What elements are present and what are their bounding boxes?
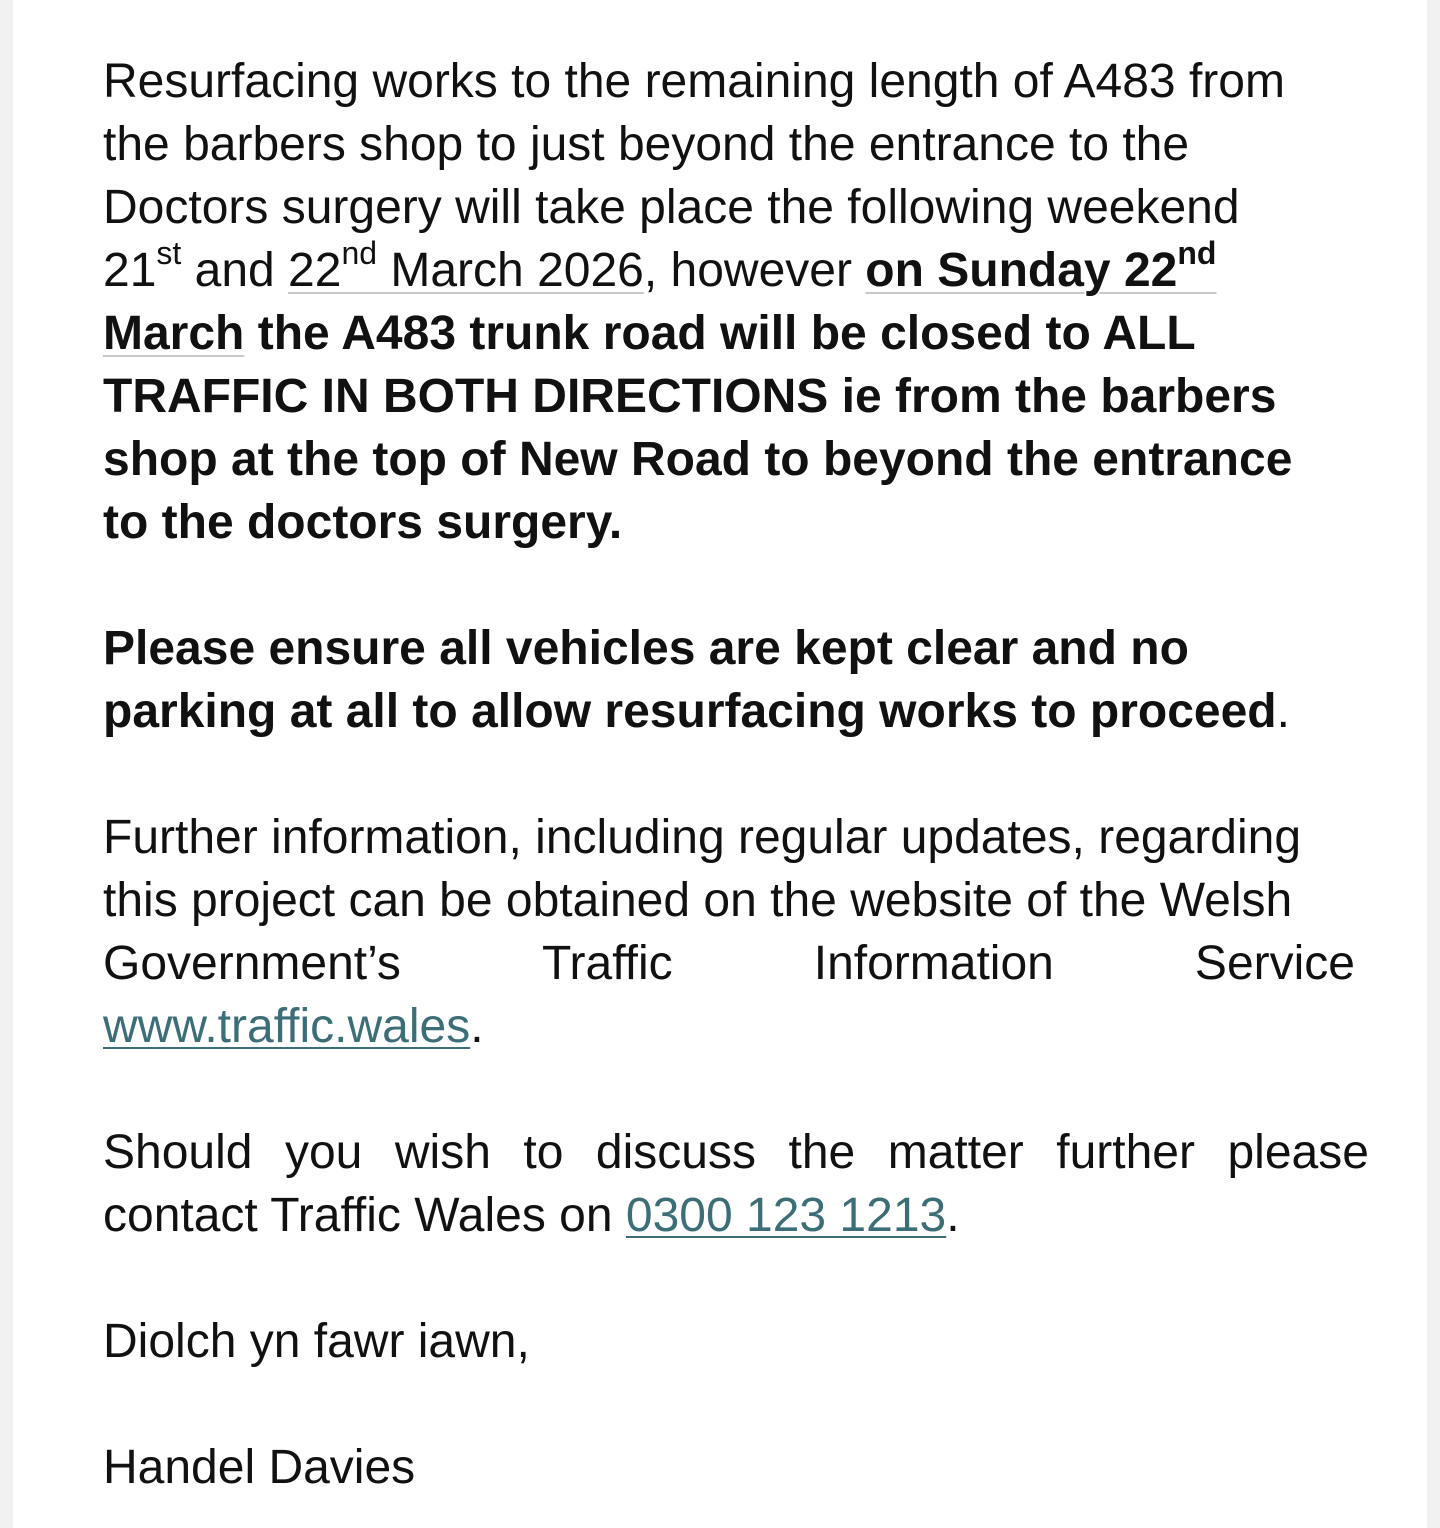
closure-date-bold: on Sunday 22nd bbox=[865, 235, 1217, 297]
traffic-wales-link[interactable]: www.traffic.wales bbox=[103, 1000, 471, 1053]
text-line-bold: to the doctors surgery. bbox=[103, 496, 623, 549]
paragraph-parking-notice bbox=[103, 617, 1369, 743]
text-line-justified: Government’s Traffic Information Service bbox=[103, 937, 1355, 990]
paragraph-gap bbox=[103, 743, 1369, 806]
text-line: Further information, including regular updates, regarding bbox=[103, 811, 1302, 864]
text-line: Doctors surgery will take place the following weekend bbox=[103, 181, 1240, 234]
paragraph-gap bbox=[103, 1247, 1369, 1310]
message-content bbox=[103, 50, 1369, 1499]
text-line: www.traffic.wales. bbox=[103, 1000, 484, 1053]
text-line-bold: TRAFFIC IN BOTH DIRECTIONS ie from the barbers bbox=[103, 370, 1277, 423]
date-first: 21st bbox=[103, 235, 182, 297]
signature: Handel Davies bbox=[103, 1441, 416, 1494]
paragraph-gap bbox=[103, 1058, 1369, 1121]
text-line-bold: March the A483 trunk road will be closed to ALL bbox=[103, 307, 1196, 360]
text-line: this project can be obtained on the website of the Welsh bbox=[103, 874, 1293, 927]
paragraph-further-info bbox=[103, 806, 1369, 1058]
email-body bbox=[13, 0, 1427, 1528]
text-line: 21st and 22nd March 2026, however on Sunday 22nd bbox=[103, 235, 1217, 297]
text-line-bold: shop at the top of New Road to beyond the entrance bbox=[103, 433, 1293, 486]
paragraph-resurfacing bbox=[103, 50, 1369, 554]
text-line-bold: Please ensure all vehicles are kept clear and no bbox=[103, 622, 1189, 675]
date-range: 22nd March 2026 bbox=[288, 235, 644, 297]
paragraph-gap bbox=[103, 554, 1369, 617]
phone-number-link[interactable]: 0300 123 1213 bbox=[625, 1189, 947, 1242]
closing-line: Diolch yn fawr iawn, bbox=[103, 1315, 530, 1368]
text-line: contact Traffic Wales on 0300 123 1213. bbox=[103, 1189, 960, 1242]
text-line-bold: parking at all to allow resurfacing works to proceed. bbox=[103, 685, 1290, 738]
paragraph-gap bbox=[103, 1373, 1369, 1436]
text-line-justified: Should you wish to discuss the matter further please bbox=[103, 1126, 1369, 1179]
text-line: the barbers shop to just beyond the entrance to the bbox=[103, 118, 1190, 171]
paragraph-contact bbox=[103, 1121, 1369, 1247]
text-line: Resurfacing works to the remaining length of A483 from bbox=[103, 55, 1285, 108]
